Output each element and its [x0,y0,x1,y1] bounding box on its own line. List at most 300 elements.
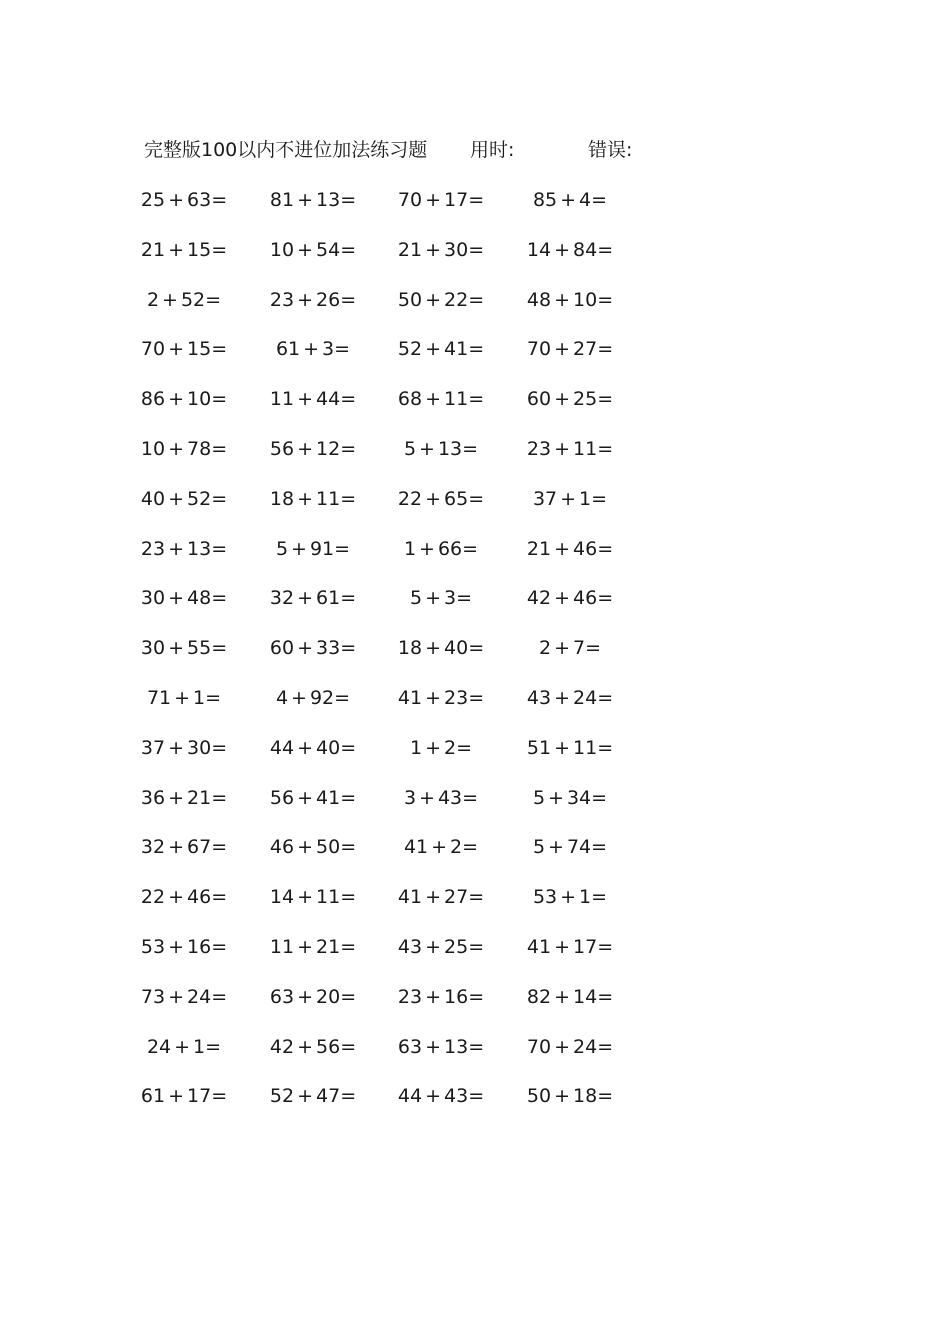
addend-a: 41 [397,686,423,709]
problem-row [0,185,950,235]
equals-sign: = [211,1085,228,1108]
equals-sign: = [597,736,614,759]
plus-sign: + [554,935,570,958]
plus-sign: + [168,836,184,859]
plus-sign: + [554,537,570,560]
plus-sign: + [425,1035,441,1058]
addend-a: 4 [275,686,289,709]
plus-sign: + [297,288,313,311]
addition-problem [524,185,616,215]
addend-a: 61 [275,338,301,361]
addend-a: 60 [526,388,552,411]
addend-b: 74 [566,836,592,859]
plus-sign: + [297,189,313,211]
addition-problem [395,1081,487,1111]
addition-problem [267,1032,359,1062]
equals-sign: = [462,786,479,809]
addition-problem [524,832,616,862]
addend-b: 25 [444,935,469,958]
problem-row [0,882,950,932]
addend-b: 24 [187,985,212,1008]
addend-a: 11 [269,388,295,411]
equals-sign: = [597,1085,614,1108]
addend-b: 11 [316,886,341,909]
equals-sign: = [468,686,485,709]
plus-sign: + [168,238,184,261]
addend-b: 56 [316,1035,341,1058]
equals-sign: = [340,1085,357,1108]
addition-problem [138,434,230,464]
addend-b: 13 [444,1035,469,1058]
addend-b: 17 [573,935,598,958]
addition-problem [395,534,487,564]
plus-sign: + [297,985,313,1008]
plus-sign: + [425,985,441,1008]
plus-sign: + [554,686,570,709]
addend-b: 21 [187,786,212,809]
equals-sign: = [468,637,485,660]
plus-sign: + [425,288,441,311]
equals-sign: = [211,189,228,211]
addend-a: 46 [269,836,295,859]
addition-problem [395,235,487,265]
addition-problem [524,633,616,663]
addend-b: 1 [193,1035,206,1058]
addition-problem [395,733,487,763]
equals-sign: = [211,786,228,809]
addend-a: 50 [397,288,423,311]
equals-sign: = [205,1035,222,1058]
problem-row [0,982,950,1032]
plus-sign: + [168,338,184,361]
addend-a: 52 [397,338,423,361]
addend-b: 43 [444,1085,469,1108]
addend-a: 70 [397,189,423,211]
addition-problem [267,683,359,713]
addend-b: 11 [573,736,598,759]
plus-sign: + [425,736,441,759]
addition-problem [524,1032,616,1062]
addend-b: 41 [444,338,469,361]
addend-b: 34 [566,786,592,809]
addend-a: 1 [409,736,423,759]
addend-a: 73 [140,985,166,1008]
addend-b: 11 [573,437,598,460]
addition-problem [267,384,359,414]
addend-a: 23 [269,288,295,311]
addition-problem [138,384,230,414]
addend-b: 17 [444,189,469,211]
equals-sign: = [462,836,479,859]
addend-b: 50 [316,836,341,859]
addend-b: 67 [187,836,212,859]
equals-sign: = [334,686,351,709]
addend-b: 20 [316,985,341,1008]
addition-problem [138,683,230,713]
problem-grid [0,185,950,1131]
addend-b: 7 [573,637,586,660]
addend-a: 18 [269,487,295,510]
addition-problem [395,384,487,414]
plus-sign: + [174,686,191,709]
plus-sign: + [168,587,184,610]
plus-sign: + [297,487,313,510]
plus-sign: + [419,786,435,809]
addend-b: 11 [316,487,341,510]
addend-b: 22 [444,288,469,311]
addend-a: 81 [269,189,295,211]
problem-row [0,633,950,683]
equals-sign: = [211,537,228,560]
addend-a: 18 [397,637,423,660]
addition-problem [267,882,359,912]
plus-sign: + [425,686,441,709]
addend-b: 27 [573,338,598,361]
addition-problem [267,334,359,364]
equals-sign: = [468,935,485,958]
equals-sign: = [211,238,228,261]
addend-b: 40 [444,637,469,660]
addition-problem [524,1081,616,1111]
addend-a: 5 [275,537,289,560]
equals-sign: = [340,189,357,211]
addition-problem [395,434,487,464]
addend-b: 43 [437,786,463,809]
addend-b: 26 [316,288,341,311]
addend-a: 21 [526,537,552,560]
equals-sign: = [468,338,485,361]
problem-row [0,783,950,833]
equals-sign: = [211,637,228,660]
addition-problem [395,683,487,713]
equals-sign: = [340,487,357,510]
addition-problem [395,882,487,912]
addend-b: 3 [322,338,335,361]
addition-problem [267,932,359,962]
addition-problem [138,484,230,514]
addend-b: 24 [573,1035,598,1058]
plus-sign: + [168,886,184,909]
addition-problem [395,1032,487,1062]
equals-sign: = [468,985,485,1008]
addend-b: 4 [579,189,592,211]
addend-a: 10 [140,437,166,460]
addend-b: 30 [187,736,212,759]
addition-problem [267,235,359,265]
equals-sign: = [468,886,485,909]
addend-a: 43 [526,686,552,709]
addition-problem [138,832,230,862]
addition-problem [267,832,359,862]
problem-row [0,832,950,882]
plus-sign: + [174,1035,191,1058]
plus-sign: + [560,189,577,211]
addition-problem [395,982,487,1012]
addend-a: 63 [397,1035,423,1058]
addend-a: 85 [532,189,558,211]
addition-problem [138,882,230,912]
plus-sign: + [425,189,441,211]
addend-b: 40 [316,736,341,759]
addend-b: 46 [573,587,598,610]
addition-problem [267,733,359,763]
equals-sign: = [468,288,485,311]
addition-problem [138,982,230,1012]
addend-a: 5 [403,437,417,460]
plus-sign: + [168,736,184,759]
addend-a: 5 [532,836,546,859]
addition-problem [138,733,230,763]
addend-a: 44 [397,1085,423,1108]
addend-a: 70 [526,1035,552,1058]
addend-a: 43 [397,935,423,958]
problem-row [0,683,950,733]
plus-sign: + [168,1085,184,1108]
equals-sign: = [205,686,222,709]
equals-sign: = [211,836,228,859]
equals-sign: = [597,985,614,1008]
plus-sign: + [554,338,570,361]
addend-a: 61 [140,1085,166,1108]
problem-row [0,534,950,584]
plus-sign: + [297,1085,313,1108]
equals-sign: = [597,935,614,958]
addend-a: 14 [269,886,295,909]
problem-row [0,434,950,484]
addition-problem [524,982,616,1012]
addition-problem [524,434,616,464]
equals-sign: = [211,388,228,411]
addend-b: 66 [437,537,463,560]
addition-problem [524,384,616,414]
plus-sign: + [297,1035,313,1058]
equals-sign: = [597,288,614,311]
addition-problem [267,783,359,813]
addition-problem [138,1032,230,1062]
addend-b: 44 [316,388,341,411]
equals-sign: = [468,189,485,211]
plus-sign: + [554,288,570,311]
equals-sign: = [334,338,351,361]
addition-problem [395,185,487,215]
addition-problem [524,783,616,813]
addend-b: 55 [187,637,212,660]
problem-row [0,384,950,434]
plus-sign: + [303,338,320,361]
addition-problem [395,285,487,315]
addition-problem [524,932,616,962]
addend-b: 21 [316,935,341,958]
equals-sign: = [340,587,357,610]
page-title: 完整版100以内不进位加法练习题 [144,139,428,161]
addend-b: 92 [309,686,335,709]
problem-row [0,1032,950,1082]
addend-a: 5 [532,786,546,809]
plus-sign: + [162,288,178,311]
addend-b: 2 [450,836,463,859]
addend-b: 47 [316,1085,341,1108]
addend-a: 23 [397,985,423,1008]
equals-sign: = [591,189,608,211]
equals-sign: = [340,437,357,460]
addition-problem [524,882,616,912]
addition-problem [524,583,616,613]
plus-sign: + [554,587,570,610]
addend-b: 27 [444,886,469,909]
plus-sign: + [554,1035,570,1058]
addition-problem [267,185,359,215]
plus-sign: + [168,985,184,1008]
addend-a: 60 [269,637,295,660]
addend-b: 12 [316,437,341,460]
plus-sign: + [297,786,313,809]
addition-problem [267,534,359,564]
addend-b: 33 [316,637,341,660]
addend-b: 1 [579,487,592,510]
addend-a: 48 [526,288,552,311]
addend-b: 23 [444,686,469,709]
addend-b: 52 [187,487,212,510]
plus-sign: + [425,238,441,261]
addend-a: 40 [140,487,166,510]
equals-sign: = [468,487,485,510]
problem-row [0,285,950,335]
addend-a: 25 [140,189,166,211]
equals-sign: = [340,886,357,909]
addend-b: 84 [573,238,598,261]
equals-sign: = [211,338,228,361]
problem-row [0,235,950,285]
plus-sign: + [554,238,570,261]
equals-sign: = [340,388,357,411]
addend-b: 24 [573,686,598,709]
addend-a: 63 [269,985,295,1008]
addend-a: 23 [140,537,166,560]
addition-problem [138,534,230,564]
addend-a: 1 [403,537,417,560]
plus-sign: + [425,1085,441,1108]
equals-sign: = [468,238,485,261]
equals-sign: = [597,1035,614,1058]
equals-sign: = [468,1085,485,1108]
plus-sign: + [554,637,570,660]
plus-sign: + [560,487,577,510]
equals-sign: = [597,388,614,411]
addend-b: 1 [579,886,592,909]
plus-sign: + [291,686,307,709]
addition-problem [524,683,616,713]
addition-problem [395,583,487,613]
addition-problem [524,235,616,265]
addition-problem [524,334,616,364]
addend-a: 41 [397,886,423,909]
equals-sign: = [211,487,228,510]
addend-b: 78 [187,437,212,460]
addition-problem [138,185,230,215]
equals-sign: = [211,437,228,460]
problem-row [0,733,950,783]
equals-sign: = [340,238,357,261]
problem-row [0,334,950,384]
addend-a: 50 [526,1085,552,1108]
plus-sign: + [297,736,313,759]
equals-sign: = [462,537,479,560]
addend-b: 46 [573,537,598,560]
plus-sign: + [419,437,435,460]
addend-a: 37 [532,487,558,510]
addend-b: 30 [444,238,469,261]
addend-b: 16 [444,985,469,1008]
equals-sign: = [340,786,357,809]
addend-b: 14 [573,985,598,1008]
addend-b: 10 [187,388,212,411]
addend-a: 11 [269,935,295,958]
addend-a: 41 [526,935,552,958]
equals-sign: = [340,836,357,859]
equals-sign: = [597,587,614,610]
addend-a: 70 [526,338,552,361]
addition-problem [138,583,230,613]
addend-a: 56 [269,437,295,460]
equals-sign: = [211,736,228,759]
addend-a: 23 [526,437,552,460]
addend-b: 41 [316,786,341,809]
equals-sign: = [456,736,473,759]
equals-sign: = [205,288,222,311]
addend-b: 54 [316,238,341,261]
addition-problem [267,285,359,315]
equals-sign: = [211,886,228,909]
problem-row [0,583,950,633]
addition-problem [395,832,487,862]
plus-sign: + [297,238,313,261]
addition-problem [138,285,230,315]
addend-a: 14 [526,238,552,261]
plus-sign: + [425,587,441,610]
addition-problem [138,1081,230,1111]
addend-a: 52 [269,1085,295,1108]
addition-problem [138,235,230,265]
addend-a: 37 [140,736,166,759]
equals-sign: = [597,338,614,361]
equals-sign: = [591,836,608,859]
addend-a: 21 [140,238,166,261]
addend-a: 21 [397,238,423,261]
equals-sign: = [211,985,228,1008]
plus-sign: + [554,736,570,759]
plus-sign: + [297,437,313,460]
addend-a: 42 [269,1035,295,1058]
addend-b: 3 [444,587,457,610]
addition-problem [395,932,487,962]
addition-problem [395,783,487,813]
problem-row [0,932,950,982]
plus-sign: + [425,338,441,361]
addition-problem [395,334,487,364]
addition-problem [267,434,359,464]
plus-sign: + [168,537,184,560]
equals-sign: = [340,288,357,311]
addition-problem [138,633,230,663]
addend-a: 30 [140,637,166,660]
plus-sign: + [297,637,313,660]
plus-sign: + [548,786,564,809]
plus-sign: + [554,388,570,411]
equals-sign: = [340,985,357,1008]
plus-sign: + [554,437,570,460]
addend-a: 41 [403,836,429,859]
addend-b: 46 [187,886,212,909]
